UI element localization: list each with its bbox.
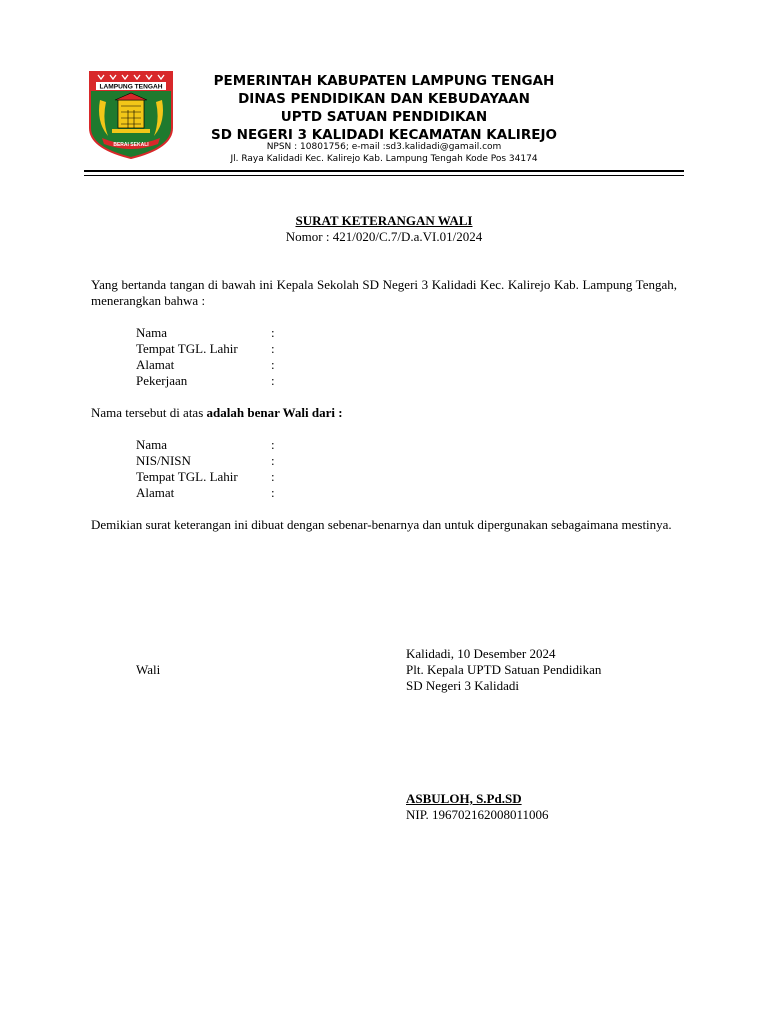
letter-number: Nomor : 421/020/C.7/D.a.VI.01/2024 bbox=[285, 229, 483, 244]
statement-bold: adalah benar Wali dari : bbox=[206, 405, 343, 420]
student-address-label: Alamat bbox=[136, 485, 175, 500]
guardian-birth-label: Tempat TGL. Lahir bbox=[136, 341, 238, 356]
logo-bottom-text: BERAI SEKALI bbox=[113, 142, 149, 148]
letterhead-contact: NPSN : 10801756; e-mail :sd3.kalidadi@gamail.com bbox=[266, 142, 502, 152]
guardian-name-colon: : bbox=[271, 325, 275, 340]
guardian-occupation-colon: : bbox=[271, 373, 275, 388]
letter-title: SURAT KETERANGAN WALI bbox=[295, 213, 473, 228]
signer-position-line1: Plt. Kepala UPTD Satuan Pendidikan bbox=[406, 662, 602, 677]
letterhead-divider-thick bbox=[84, 170, 684, 172]
guardian-birth-colon: : bbox=[271, 341, 275, 356]
student-name-label: Nama bbox=[136, 437, 168, 452]
logo-top-text: LAMPUNG TENGAH bbox=[99, 83, 163, 91]
place-date: Kalidadi, 10 Desember 2024 bbox=[406, 646, 556, 661]
guardian-signature-label: Wali bbox=[136, 662, 161, 677]
statement-line bbox=[91, 405, 343, 421]
guardian-occupation-label: Pekerjaan bbox=[136, 373, 188, 388]
student-name-colon: : bbox=[271, 437, 275, 452]
letterhead-address: Jl. Raya Kalidadi Kec. Kalirejo Kab. Lampung Tengah Kode Pos 34174 bbox=[230, 154, 538, 164]
intro-paragraph: Yang bertanda tangan di bawah ini Kepala Sekolah SD Negeri 3 Kalidadi Kec. Kalirejo Kab. Lampung Tengah, menerangkan bahwa : bbox=[91, 277, 677, 308]
letterhead-department: DINAS PENDIDIKAN DAN KEBUDAYAAN bbox=[238, 91, 530, 107]
signer-name: ASBULOH, S.Pd.SD bbox=[406, 791, 522, 806]
letterhead-government: PEMERINTAH KABUPATEN LAMPUNG TENGAH bbox=[213, 73, 555, 89]
statement-prefix: Nama tersebut di atas bbox=[91, 405, 207, 420]
closing-paragraph: Demikian surat keterangan ini dibuat dengan sebenar-benarnya dan untuk dipergunakan sebagaimana mestinya. bbox=[91, 517, 672, 532]
letterhead-school: SD NEGERI 3 KALIDADI KECAMATAN KALIREJO bbox=[211, 127, 557, 143]
student-nisn-colon: : bbox=[271, 453, 275, 468]
guardian-address-colon: : bbox=[271, 357, 275, 372]
student-nisn-label: NIS/NISN bbox=[136, 453, 191, 468]
letterhead-divider-thin bbox=[84, 175, 684, 176]
student-address-colon: : bbox=[271, 485, 275, 500]
lampung-tengah-regency-logo bbox=[88, 70, 174, 160]
letterhead-unit: UPTD SATUAN PENDIDIKAN bbox=[280, 109, 488, 125]
student-birth-label: Tempat TGL. Lahir bbox=[136, 469, 238, 484]
student-birth-colon: : bbox=[271, 469, 275, 484]
signer-position-line2: SD Negeri 3 Kalidadi bbox=[406, 678, 520, 693]
signer-nip: NIP. 196702162008011006 bbox=[406, 807, 549, 822]
guardian-address-label: Alamat bbox=[136, 357, 175, 372]
guardian-name-label: Nama bbox=[136, 325, 168, 340]
